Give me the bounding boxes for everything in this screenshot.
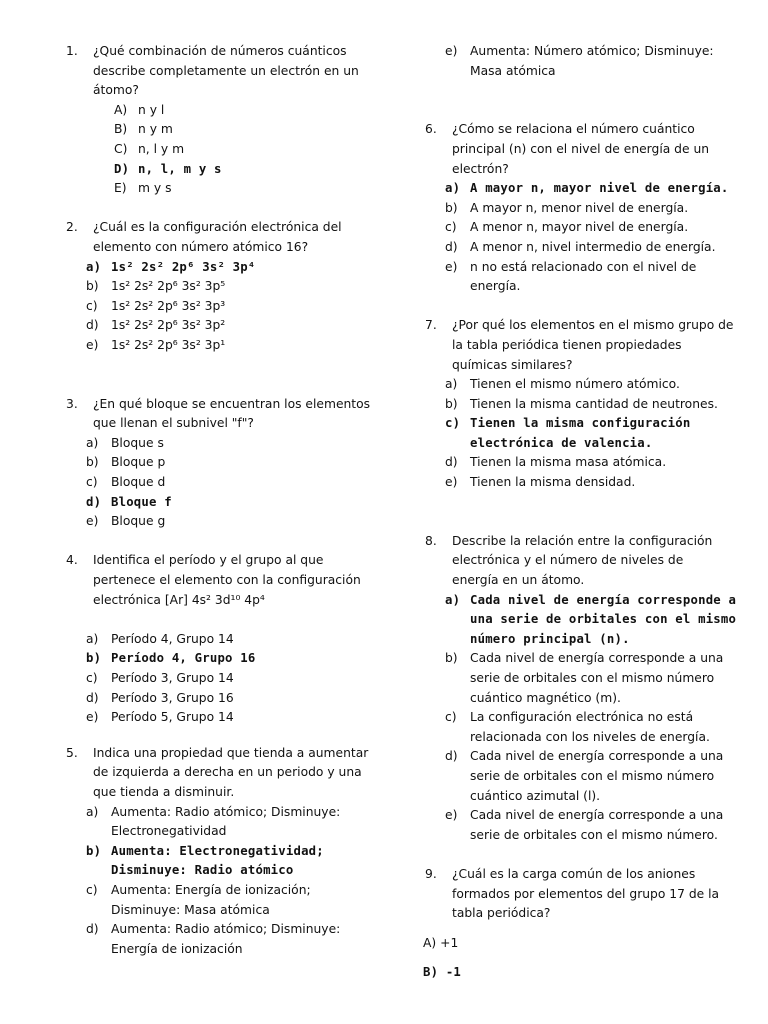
option-text: Período 4, Grupo 14 <box>111 631 234 646</box>
option-label: d) <box>445 239 458 254</box>
option-label: c) <box>86 882 98 897</box>
left-column <box>66 42 371 959</box>
question-number: 6. <box>425 122 437 137</box>
option-text: Aumenta: Energía de ionización; <box>111 882 311 897</box>
option-label: c) <box>445 220 457 235</box>
question-2 <box>66 218 366 355</box>
question-text: de izquierda a derecha en un periodo y una <box>93 765 362 780</box>
option-text: Aumenta: Radio atómico; Disminuye: <box>111 922 341 937</box>
option-c <box>425 218 725 238</box>
option-d <box>425 238 725 258</box>
question-7 <box>425 316 734 492</box>
option-text: Período 3, Grupo 14 <box>111 671 234 685</box>
question-8 <box>425 532 737 846</box>
option-label: e) <box>445 259 458 274</box>
option-label: A) <box>114 102 128 117</box>
option-text: serie de orbitales con el mismo número <box>470 768 715 783</box>
question-text: la tabla periódica tienen propiedades <box>452 337 682 352</box>
option-label: b) <box>445 200 458 215</box>
question-text: ¿Cuál es la configuración electrónica del <box>93 220 342 235</box>
option-label: e) <box>86 514 99 529</box>
option-text: serie de orbitales con el mismo número. <box>470 827 718 842</box>
option-label: a) <box>86 259 102 274</box>
option-label: B) <box>423 965 439 980</box>
option-d-correct <box>66 160 366 180</box>
option-text: energía. <box>470 279 521 294</box>
option-label: e) <box>445 475 458 490</box>
option-label: c) <box>86 475 98 490</box>
question-text: elemento con número atómico 16? <box>93 239 309 254</box>
question-text: ¿Cómo se relaciona el número cuántico <box>452 122 695 137</box>
question-number: 2. <box>66 220 78 235</box>
option-c-cont <box>425 728 725 748</box>
option-a-correct <box>425 179 729 199</box>
option-text: +1 <box>440 935 459 950</box>
option-text: Bloque g <box>111 514 166 529</box>
question-text: que llenan el subnivel "f"? <box>93 416 254 431</box>
option-b-correct <box>423 963 725 983</box>
option-b <box>66 453 366 473</box>
option-label: A) <box>423 935 437 950</box>
option-c-cont <box>66 901 366 921</box>
option-text: 1s² 2s² 2p⁶ 3s² 3p³ <box>111 298 226 313</box>
option-text: Bloque f <box>111 494 172 509</box>
right-column <box>423 42 737 983</box>
option-b-correct <box>66 649 366 669</box>
option-text: Energía de ionización <box>111 941 243 956</box>
question-number: 5. <box>66 745 78 760</box>
option-label: b) <box>86 455 99 470</box>
option-text: Aumenta: Número atómico; Disminuye: <box>470 44 714 58</box>
option-c <box>66 881 366 901</box>
option-text: Cada nivel de energía corresponde a una <box>470 808 724 823</box>
option-text: m y s <box>138 181 172 196</box>
option-text: -1 <box>445 965 462 980</box>
question-text: describe completamente un electrón en un <box>93 63 359 78</box>
option-label: B) <box>114 122 128 137</box>
option-label: e) <box>445 44 458 58</box>
option-d <box>425 747 725 767</box>
question-5-continued <box>425 42 725 81</box>
question-text: ¿Por qué los elementos en el mismo grupo de <box>452 318 734 333</box>
question-text: electrónica [Ar] 4s² 3d¹⁰ 4p⁴ <box>93 592 265 607</box>
question-text: Identifica el período y el grupo al que <box>93 553 324 568</box>
option-label: d) <box>86 690 99 705</box>
option-e-cont <box>425 277 725 297</box>
option-e <box>66 336 366 356</box>
option-b <box>425 199 725 219</box>
question-text: ¿Qué combinación de números cuánticos <box>93 44 347 58</box>
option-label: a) <box>445 377 458 392</box>
question-text: formados por elementos del grupo 17 de la <box>452 886 720 901</box>
option-text: A mayor n, menor nivel de energía. <box>470 200 689 215</box>
option-text: n y m <box>138 122 173 137</box>
option-label: e) <box>445 808 458 823</box>
option-label: b) <box>86 843 102 858</box>
option-text: cuántico azimutal (l). <box>470 788 601 803</box>
option-label: d) <box>86 494 102 509</box>
question-number: 1. <box>66 44 78 58</box>
option-text: Disminuye: Radio atómico <box>111 863 294 878</box>
option-a-cont <box>425 630 725 650</box>
question-text: electrónica y el número de niveles de <box>452 553 684 568</box>
option-c <box>66 473 366 493</box>
question-text: electrón? <box>452 161 509 176</box>
option-label: a) <box>445 592 461 607</box>
option-text: 1s² 2s² 2p⁶ 3s² 3p¹ <box>111 337 226 352</box>
option-text: Tienen la misma configuración <box>470 416 691 431</box>
option-text: Período 5, Grupo 14 <box>111 710 234 725</box>
option-c <box>66 140 366 160</box>
option-label: D) <box>114 161 130 176</box>
option-e <box>66 179 366 199</box>
question-text: principal (n) con el nivel de energía de un <box>452 141 710 156</box>
option-label: c) <box>86 671 98 685</box>
option-label: C) <box>114 141 128 156</box>
question-6 <box>425 120 729 296</box>
option-a <box>423 934 725 954</box>
option-e <box>66 512 366 532</box>
option-label: b) <box>445 651 458 666</box>
question-text: energía en un átomo. <box>452 573 585 588</box>
option-text: número principal (n). <box>470 631 630 646</box>
option-text: Aumenta: Electronegatividad; <box>111 843 324 858</box>
option-text: Período 3, Grupo 16 <box>111 690 234 705</box>
option-label: b) <box>86 651 102 666</box>
option-b <box>66 277 366 297</box>
option-a-cont <box>66 822 366 842</box>
question-text: que tienda a disminuir. <box>93 784 235 799</box>
option-d-cont <box>425 767 725 787</box>
question-4 <box>66 551 366 727</box>
option-text: relacionada con los niveles de energía. <box>470 729 710 744</box>
option-label: d) <box>445 749 458 764</box>
option-text: n y l <box>138 102 165 117</box>
option-label: d) <box>86 922 99 937</box>
option-text: Aumenta: Radio atómico; Disminuye: <box>111 804 341 819</box>
option-a <box>66 803 366 823</box>
option-text: 1s² 2s² 2p⁶ 3s² 3p² <box>111 318 226 333</box>
option-label: d) <box>445 455 458 470</box>
option-text: n, l, m y s <box>138 161 222 176</box>
option-text: Bloque d <box>111 475 166 490</box>
question-number: 3. <box>66 396 78 411</box>
question-text: átomo? <box>93 83 139 98</box>
option-d-correct <box>66 493 366 513</box>
option-d-cont <box>66 940 366 960</box>
option-text: 1s² 2s² 2p⁶ 3s² 3p⁵ <box>111 279 226 294</box>
option-label: d) <box>86 318 99 333</box>
option-d-cont <box>425 787 725 807</box>
question-text: químicas similares? <box>452 357 573 372</box>
option-e-cont <box>425 826 725 846</box>
option-d <box>425 453 725 473</box>
option-text: Cada nivel de energía corresponde a una <box>470 651 724 666</box>
question-number: 9. <box>425 866 437 881</box>
question-text: Indica una propiedad que tienda a aumentar <box>93 745 369 760</box>
option-label: c) <box>86 298 98 313</box>
option-b-cont <box>66 861 366 881</box>
option-text: La configuración electrónica no está <box>470 710 694 725</box>
option-label: b) <box>86 279 99 294</box>
option-b-cont <box>425 689 725 709</box>
option-d <box>66 316 366 336</box>
question-text: ¿Cuál es la carga común de los aniones <box>452 866 696 881</box>
option-c-cont <box>425 434 725 454</box>
option-a <box>66 101 366 121</box>
option-text: A menor n, mayor nivel de energía. <box>470 220 689 235</box>
option-label: E) <box>114 181 127 196</box>
option-c <box>66 669 366 689</box>
option-text: una serie de orbitales con el mismo <box>470 612 737 627</box>
option-text: Cada nivel de energía corresponde a una <box>470 749 724 764</box>
question-5 <box>66 744 369 960</box>
option-text: Tienen la misma cantidad de neutrones. <box>470 396 718 411</box>
option-c-correct <box>425 414 725 434</box>
option-text: Tienen la misma masa atómica. <box>470 455 667 470</box>
option-text: Tienen el mismo número atómico. <box>470 377 680 392</box>
option-e <box>425 473 725 493</box>
option-d <box>66 689 366 709</box>
option-e <box>66 708 366 728</box>
question-text: Describe la relación entre la configuración <box>452 533 713 548</box>
question-number: 7. <box>425 318 437 333</box>
option-a <box>66 434 366 454</box>
option-text: A menor n, nivel intermedio de energía. <box>470 239 716 254</box>
option-label: a) <box>445 181 461 196</box>
question-9 <box>425 865 725 983</box>
option-label: a) <box>86 804 99 819</box>
option-text: Masa atómica <box>470 63 556 78</box>
option-text: 1s² 2s² 2p⁶ 3s² 3p⁴ <box>111 259 256 274</box>
question-text: tabla periódica? <box>452 906 551 921</box>
question-number: 8. <box>425 533 437 548</box>
option-text: n, l y m <box>138 141 185 156</box>
option-a <box>425 375 725 395</box>
option-text: A mayor n, mayor nivel de energía. <box>470 181 729 196</box>
option-a <box>66 630 366 650</box>
option-text: Período 4, Grupo 16 <box>111 651 256 666</box>
option-e <box>425 258 725 278</box>
option-text: Disminuye: Masa atómica <box>111 902 270 917</box>
option-c <box>425 708 725 728</box>
option-b-cont <box>425 669 725 689</box>
option-text: Bloque s <box>111 435 164 450</box>
option-a-correct <box>66 258 366 278</box>
option-b-correct <box>66 842 366 862</box>
option-b <box>66 120 366 140</box>
option-d <box>66 920 366 940</box>
option-b <box>425 649 725 669</box>
question-1 <box>66 42 366 199</box>
option-e-cont <box>425 62 725 82</box>
option-label: a) <box>86 631 99 646</box>
option-e <box>425 806 725 826</box>
option-text: electrónica de valencia. <box>470 435 653 450</box>
option-c <box>66 297 366 317</box>
option-text: n no está relacionado con el nivel de <box>470 259 697 274</box>
question-text: pertenece el elemento con la configuración <box>93 573 361 588</box>
question-number: 4. <box>66 553 78 568</box>
option-label: a) <box>86 435 99 450</box>
option-label: e) <box>86 337 99 352</box>
option-e <box>425 42 725 62</box>
option-label: c) <box>445 416 461 431</box>
question-text: ¿En qué bloque se encuentran los elementos <box>93 396 371 411</box>
option-text: serie de orbitales con el mismo número <box>470 671 715 685</box>
option-b <box>425 395 725 415</box>
option-text: Tienen la misma densidad. <box>470 475 636 490</box>
option-label: b) <box>445 396 458 411</box>
option-a-cont <box>425 610 737 630</box>
question-3 <box>66 395 371 532</box>
option-label: c) <box>445 710 457 725</box>
option-text: cuántico magnético (m). <box>470 690 621 705</box>
option-label: e) <box>86 710 99 725</box>
option-text: Electronegatividad <box>111 824 227 839</box>
option-a-correct <box>425 591 737 611</box>
option-text: Cada nivel de energía corresponde a <box>470 592 737 607</box>
option-text: Bloque p <box>111 455 166 470</box>
